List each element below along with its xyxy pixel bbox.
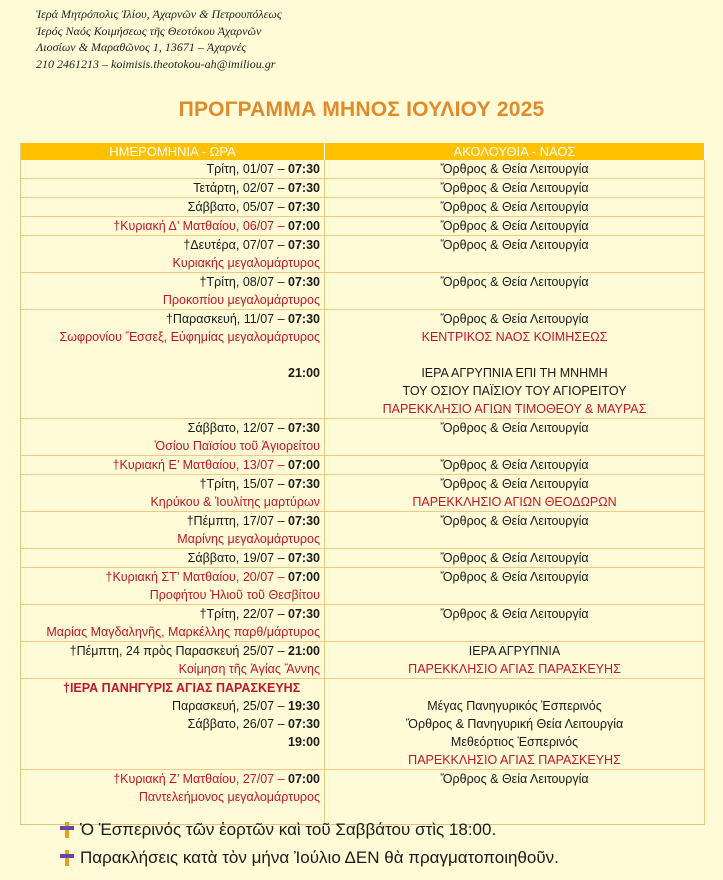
table-row [21, 236, 705, 273]
table-row [21, 475, 705, 512]
column-header-date: ΗΜΕΡΟΜΗΝΙΑ - ΩΡΑ [21, 143, 325, 160]
feast-name: Κηρύκου & Ἰουλίτης μαρτύρων [150, 495, 320, 509]
feast-name: Ὁσίου Παϊσίου τοῦ Ἁγιορείτου [154, 439, 320, 453]
table-header-row [21, 143, 705, 160]
table-row [21, 179, 705, 198]
date-cell: †Κυριακή Ζ’ Ματθαίου, 27/07 – 07:00 Παντελεήμονος μεγαλομάρτυρος [21, 770, 325, 825]
church-name: ΠΑΡΕΚΚΛΗΣΙΟ ΑΓΙΩΝ ΘΕΟΔΩΡΩΝ [412, 495, 617, 509]
table-row [21, 217, 705, 236]
table-row [21, 605, 705, 642]
feast-name: Κοίμηση τῆς Ἁγίας Ἄννης [178, 662, 320, 676]
feast-name: Κυριακής μεγαλομάρτυρος [172, 256, 320, 270]
notes [60, 816, 559, 872]
table-row [21, 160, 705, 179]
date-cell: †Τρίτη, 08/07 – 07:30 Προκοπίου μεγαλομάρτυρος [21, 273, 325, 310]
table-row [21, 679, 705, 770]
table-row [21, 273, 705, 310]
service-cell: Ὄρθρος & Θεία Λειτουργία ΚΕΝΤΡΙΚΟΣ ΝΑΟΣ ΚΟΙΜΗΣΕΩΣ ΙΕΡΑ ΑΓΡΥΠΝΙΑ ΕΠΙ ΤΗ ΜΝΗΜΗ ΤΟΥ ΟΣΙΟΥ ΠΑΪΣΙΟΥ ΤΟΥ ΑΓΙΟΡΕΙΤΟΥ ΠΑΡΕΚΚΛΗΣΙΟ ΑΓΙΩΝ ΤΙΜΟΘΕΟΥ & ΜΑΥΡΑΣ [325, 310, 705, 419]
service-cell: Ὄρθρος & Θεία Λειτουργία [325, 179, 705, 198]
feast-name: Παντελεήμονος μεγαλομάρτυρος [138, 790, 320, 804]
note-item [60, 844, 559, 872]
vigil-time: 21:00 [288, 366, 320, 380]
service-cell: Ὄρθρος & Θεία Λειτουργία [325, 273, 705, 310]
feast-name: Μαρίνης μεγαλομάρτυρος [177, 532, 320, 546]
table-row [21, 310, 705, 419]
service-cell: Ὄρθρος & Θεία Λειτουργία [325, 605, 705, 642]
date-cell: †Κυριακή ΣΤ’ Ματθαίου, 20/07 – 07:00 Προφήτου Ἠλιοῦ τοῦ Θεσβίτου [21, 568, 325, 605]
cross-icon [60, 850, 74, 866]
date-cell: Σάββατο, 12/07 – 07:30 Ὁσίου Παϊσίου τοῦ Ἁγιορείτου [21, 419, 325, 456]
date-cell: †Κυριακή Δ’ Ματθαίου, 06/07 – 07:00 [21, 217, 325, 236]
service-cell: Ὄρθρος & Θεία Λειτουργία ΠΑΡΕΚΚΛΗΣΙΟ ΑΓΙΩΝ ΘΕΟΔΩΡΩΝ [325, 475, 705, 512]
table-row [21, 568, 705, 605]
date-cell: Σάββατο, 19/07 – 07:30 [21, 549, 325, 568]
service-cell: Ὄρθρος & Θεία Λειτουργία [325, 217, 705, 236]
feast-name: Προφήτου Ἠλιοῦ τοῦ Θεσβίτου [149, 588, 320, 602]
service-cell: Ὄρθρος & Θεία Λειτουργία [325, 770, 705, 825]
service-cell: Ὄρθρος & Θεία Λειτουργία [325, 160, 705, 179]
table-row [21, 642, 705, 679]
parish-header [36, 6, 282, 72]
service-cell: Ὄρθρος & Θεία Λειτουργία [325, 568, 705, 605]
table-row [21, 512, 705, 549]
service-cell: Ὄρθρος & Θεία Λειτουργία [325, 419, 705, 456]
header-line-metropolis: Ἱερά Μητρόπολις Ἰλίου, Ἀχαρνῶν & Πετρουπόλεως [36, 7, 282, 21]
note-item [60, 816, 559, 844]
church-name: ΚΕΝΤΡΙΚΟΣ ΝΑΟΣ ΚΟΙΜΗΣΕΩΣ [421, 330, 608, 344]
date-cell: Τετάρτη, 02/07 – 07:30 [21, 179, 325, 198]
date-cell: Σάββατο, 05/07 – 07:30 [21, 198, 325, 217]
date-cell: †ΙΕΡΑ ΠΑΝΗΓΥΡΙΣ ΑΓΙΑΣ ΠΑΡΑΣΚΕΥΗΣ Παρασκευή, 25/07 – 19:30 Σάββατο, 26/07 – 07:30 19:00 [21, 679, 325, 770]
date-cell: †Δευτέρα, 07/07 – 07:30 Κυριακής μεγαλομάρτυρος [21, 236, 325, 273]
service-cell: Ὄρθρος & Θεία Λειτουργία [325, 549, 705, 568]
church-name: ΠΑΡΕΚΚΛΗΣΙΟ ΑΓΙΑΣ ΠΑΡΑΣΚΕΥΗΣ [408, 662, 621, 676]
service-cell: Ὄρθρος & Θεία Λειτουργία [325, 198, 705, 217]
column-header-service: ΑΚΟΛΟΥΘΙΑ - ΝΑΟΣ [325, 143, 705, 160]
date-cell: †Τρίτη, 22/07 – 07:30 Μαρίας Μαγδαληνῆς, Μαρκέλλης παρθ/μάρτυρος [21, 605, 325, 642]
table-row [21, 549, 705, 568]
date-cell: †Παρασκευή, 11/07 – 07:30 Σωφρονίου Ἔσσεξ, Εὐφημίας μεγαλομάρτυρος 21:00 [21, 310, 325, 419]
service-cell: ΙΕΡΑ ΑΓΡΥΠΝΙΑ ΠΑΡΕΚΚΛΗΣΙΟ ΑΓΙΑΣ ΠΑΡΑΣΚΕΥΗΣ [325, 642, 705, 679]
date-cell: †Πέμπτη, 24 πρὸς Παρασκευή 25/07 – 21:00 Κοίμηση τῆς Ἁγίας Ἄννης [21, 642, 325, 679]
note-text: Ὁ Ἑσπερινός τῶν ἑορτῶν καὶ τοῦ Σαββάτου στὶς 18:00. [80, 820, 497, 839]
church-name: ΠΑΡΕΚΚΛΗΣΙΟ ΑΓΙΩΝ ΤΙΜΟΘΕΟΥ & ΜΑΥΡΑΣ [382, 402, 647, 416]
header-line-address: Λιοσίων & Μαραθῶνος 1, 13671 – Ἀχαρνές [36, 40, 247, 54]
service-cell: Ὄρθρος & Θεία Λειτουργία [325, 236, 705, 273]
date-cell: †Πέμπτη, 17/07 – 07:30 Μαρίνης μεγαλομάρτυρος [21, 512, 325, 549]
feast-name: Προκοπίου μεγαλομάρτυρος [162, 293, 320, 307]
table-row [21, 419, 705, 456]
feast-name: Μαρίας Μαγδαληνῆς, Μαρκέλλης παρθ/μάρτυρος [46, 625, 320, 639]
service-cell: Ὄρθρος & Θεία Λειτουργία [325, 456, 705, 475]
church-name: ΠΑΡΕΚΚΛΗΣΙΟ ΑΓΙΑΣ ΠΑΡΑΣΚΕΥΗΣ [408, 753, 621, 767]
note-text: Παρακλήσεις κατὰ τὸν μήνα Ἰούλιο ΔΕΝ θὰ πραγματοποιηθοῦν. [80, 848, 559, 867]
cross-icon [60, 822, 74, 838]
feast-heading: †ΙΕΡΑ ΠΑΝΗΓΥΡΙΣ ΑΓΙΑΣ ΠΑΡΑΣΚΕΥΗΣ [63, 681, 301, 695]
date-cell: Τρίτη, 01/07 – 07:30 [21, 160, 325, 179]
header-line-church: Ἱερός Ναός Κοιμήσεως τῆς Θεοτόκου Ἀχαρνῶν [36, 23, 262, 38]
schedule-table [20, 143, 705, 825]
service-cell: Μέγας Πανηγυρικός Ἑσπερινός Ὄρθρος & Πανηγυρική Θεία Λειτουργία Μεθεόρτιος Ἑσπερινός ΠΑΡΕΚΚΛΗΣΙΟ ΑΓΙΑΣ ΠΑΡΑΣΚΕΥΗΣ [325, 679, 705, 770]
page-title: ΠΡΟΓΡΑΜΜΑ ΜΗΝΟΣ ΙΟΥΛΙΟΥ 2025 [178, 98, 545, 121]
table-row [21, 198, 705, 217]
header-line-contact: 210 2461213 – koimisis.theotokou-ah@imiliou.gr [36, 56, 276, 71]
date-cell: †Κυριακή Ε’ Ματθαίου, 13/07 – 07:00 [21, 456, 325, 475]
feast-name: Σωφρονίου Ἔσσεξ, Εὐφημίας μεγαλομάρτυρος [59, 330, 320, 344]
table-row [21, 456, 705, 475]
service-cell: Ὄρθρος & Θεία Λειτουργία [325, 512, 705, 549]
date-cell: †Τρίτη, 15/07 – 07:30 Κηρύκου & Ἰουλίτης μαρτύρων [21, 475, 325, 512]
